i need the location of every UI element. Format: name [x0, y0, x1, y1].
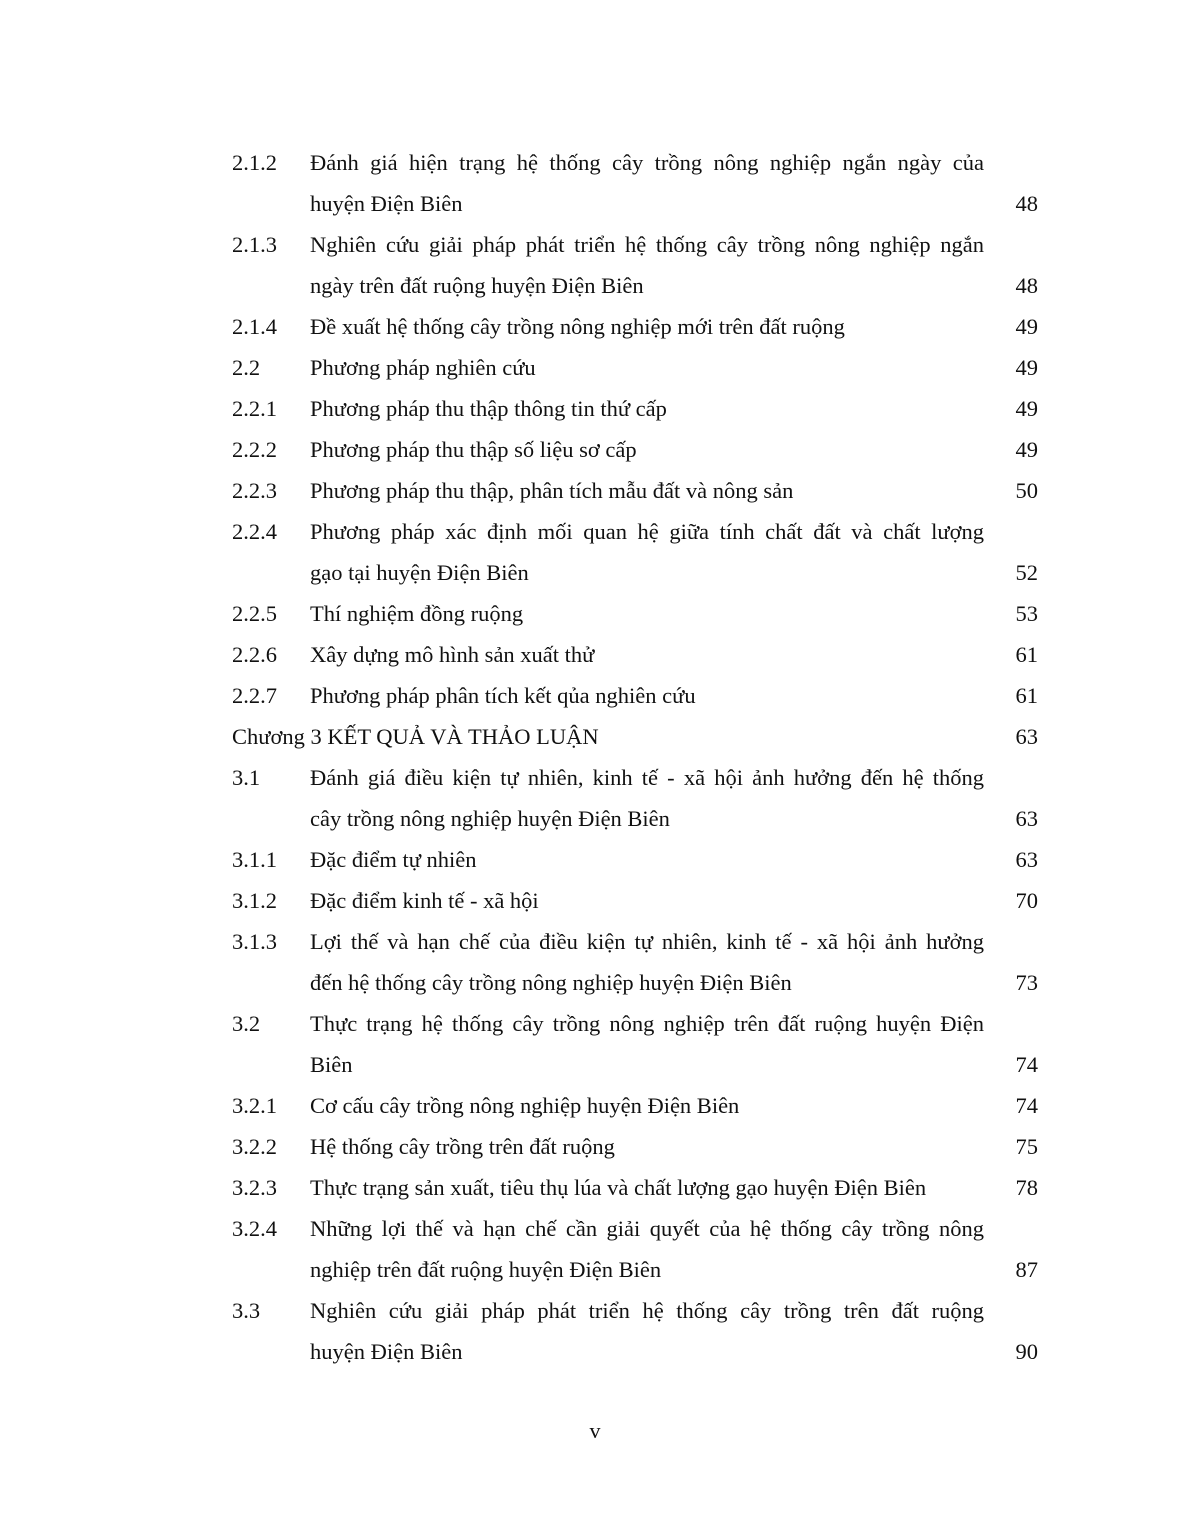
toc-page-number: 78	[1015, 1175, 1038, 1200]
toc-title-line: nghiệp trên đất ruộng huyện Điện Biên	[310, 1257, 662, 1282]
toc-section-title	[310, 224, 984, 306]
toc-title-line: Phương pháp thu thập số liệu sơ cấp	[310, 437, 637, 462]
toc-page-number: 49	[1015, 437, 1038, 462]
toc-page-number: 75	[1015, 1134, 1038, 1159]
toc-entry[interactable]	[232, 1003, 1038, 1085]
toc-title-line: đến hệ thống cây trồng nông nghiệp huyện Điện Biên	[310, 970, 792, 995]
toc-title-line: huyện Điện Biên	[310, 1339, 463, 1364]
toc-section-title	[310, 388, 984, 429]
toc-title-line: Đánh giá hiện trạng hệ thống cây trồng nông nghiệp ngắn ngày của	[310, 150, 984, 175]
toc-section-number: 2.2.3	[232, 478, 277, 503]
toc-section-title	[310, 511, 984, 593]
toc-section-number: 2.2.2	[232, 437, 277, 462]
toc-entry[interactable]	[232, 1126, 1038, 1167]
toc-section-number: 3.2	[232, 1011, 261, 1036]
toc-title-line: Phương pháp phân tích kết qủa nghiên cứu	[310, 683, 696, 708]
toc-entry[interactable]	[232, 347, 1038, 388]
toc-entry[interactable]	[232, 224, 1038, 306]
toc-title-line: Những lợi thế và hạn chế cần giải quyết của hệ thống cây trồng nông	[310, 1216, 984, 1241]
toc-entry[interactable]	[232, 1290, 1038, 1372]
toc-title-line: Xây dựng mô hình sản xuất thử	[310, 642, 595, 667]
toc-page-number: 50	[1015, 478, 1038, 503]
toc-entry[interactable]	[232, 142, 1038, 224]
toc-section-number: 2.2	[232, 355, 261, 380]
toc-section-number: 3.3	[232, 1298, 261, 1323]
toc-title-line: Phương pháp nghiên cứu	[310, 355, 536, 380]
toc-section-title	[310, 634, 984, 675]
toc-title-line: Nghiên cứu giải pháp phát triển hệ thống cây trồng trên đất ruộng	[310, 1298, 984, 1323]
toc-title-line: Thực trạng sản xuất, tiêu thụ lúa và chất lượng gạo huyện Điện Biên	[310, 1175, 927, 1200]
toc-page-number: 52	[1015, 560, 1038, 585]
toc-section-title	[310, 347, 984, 388]
toc-entry[interactable]	[232, 1085, 1038, 1126]
toc-entry[interactable]	[232, 470, 1038, 511]
toc-title-line: Biên	[310, 1052, 353, 1077]
toc-entry[interactable]	[232, 1167, 1038, 1208]
toc-title-line: huyện Điện Biên	[310, 191, 463, 216]
toc-section-number: 3.1.1	[232, 847, 277, 872]
toc-title-line: Đánh giá điều kiện tự nhiên, kinh tế - xã hội ảnh hưởng đến hệ thống	[310, 765, 984, 790]
toc-title-line: gạo tại huyện Điện Biên	[310, 560, 529, 585]
toc-section-number: 2.2.7	[232, 683, 277, 708]
toc-section-number: 3.2.2	[232, 1134, 277, 1159]
toc-title-line: Phương pháp thu thập thông tin thứ cấp	[310, 396, 667, 421]
toc-page-number: 74	[1015, 1052, 1038, 1077]
toc-page-number: 63	[1015, 847, 1038, 872]
toc-title-line: Phương pháp thu thập, phân tích mẫu đất và nông sản	[310, 478, 794, 503]
toc-section-number: 3.1.3	[232, 929, 277, 954]
page-number-footer: v	[589, 1418, 601, 1443]
toc-section-title	[310, 306, 984, 347]
toc-entry[interactable]	[232, 757, 1038, 839]
table-of-contents	[232, 142, 1038, 1372]
toc-chapter-heading[interactable]	[232, 716, 1038, 757]
toc-section-number: 3.1.2	[232, 888, 277, 913]
toc-section-title	[310, 675, 984, 716]
toc-section-number: 2.2.1	[232, 396, 277, 421]
toc-entry[interactable]	[232, 921, 1038, 1003]
toc-section-title	[310, 880, 984, 921]
toc-title-line: Cơ cấu cây trồng nông nghiệp huyện Điện Biên	[310, 1093, 740, 1118]
toc-chapter-title: Chương 3 KẾT QUẢ VÀ THẢO LUẬN	[232, 724, 599, 749]
toc-page-number: 61	[1015, 642, 1038, 667]
toc-title-line: Đề xuất hệ thống cây trồng nông nghiệp mới trên đất ruộng	[310, 314, 845, 339]
toc-entry[interactable]	[232, 388, 1038, 429]
toc-title-line: ngày trên đất ruộng huyện Điện Biên	[310, 273, 644, 298]
toc-section-title	[310, 1085, 984, 1126]
toc-page-number: 48	[1015, 273, 1038, 298]
toc-title-line: cây trồng nông nghiệp huyện Điện Biên	[310, 806, 670, 831]
toc-entry[interactable]	[232, 511, 1038, 593]
toc-page-number: 74	[1015, 1093, 1038, 1118]
toc-section-title	[310, 1126, 984, 1167]
toc-entry[interactable]	[232, 675, 1038, 716]
toc-page-number: 63	[1015, 806, 1038, 831]
toc-page-number: 70	[1015, 888, 1038, 913]
toc-title-line: Thí nghiệm đồng ruộng	[310, 601, 524, 626]
toc-section-number: 3.2.1	[232, 1093, 277, 1118]
toc-section-number: 2.1.2	[232, 150, 277, 175]
toc-section-title	[310, 921, 984, 1003]
toc-entry[interactable]	[232, 306, 1038, 347]
toc-page-number: 90	[1015, 1339, 1038, 1364]
toc-section-number: 3.1	[232, 765, 261, 790]
toc-section-title	[310, 1208, 984, 1290]
toc-page-number: 63	[1015, 724, 1038, 749]
toc-title-line: Lợi thế và hạn chế của điều kiện tự nhiên, kinh tế - xã hội ảnh hưởng	[310, 929, 984, 954]
toc-page-number: 49	[1015, 355, 1038, 380]
toc-section-number: 2.1.4	[232, 314, 277, 339]
toc-section-title	[310, 142, 984, 224]
toc-page-number: 87	[1015, 1257, 1038, 1282]
toc-page-number: 49	[1015, 396, 1038, 421]
toc-entry[interactable]	[232, 593, 1038, 634]
toc-section-number: 2.2.5	[232, 601, 277, 626]
toc-section-title	[310, 429, 984, 470]
toc-section-title	[310, 470, 984, 511]
toc-section-title	[310, 1003, 984, 1085]
toc-entry[interactable]	[232, 880, 1038, 921]
toc-entry[interactable]	[232, 429, 1038, 470]
toc-title-line: Đặc điểm kinh tế - xã hội	[310, 888, 539, 913]
toc-section-number: 2.2.4	[232, 519, 277, 544]
toc-title-line: Đặc điểm tự nhiên	[310, 847, 477, 872]
toc-entry[interactable]	[232, 839, 1038, 880]
toc-section-title	[310, 1167, 984, 1208]
toc-title-line: Thực trạng hệ thống cây trồng nông nghiệp trên đất ruộng huyện Điện	[310, 1011, 984, 1036]
toc-section-title	[310, 839, 984, 880]
toc-entry[interactable]	[232, 634, 1038, 675]
toc-page-number: 48	[1015, 191, 1038, 216]
toc-page-number: 49	[1015, 314, 1038, 339]
toc-section-number: 2.2.6	[232, 642, 277, 667]
toc-title-line: Phương pháp xác định mối quan hệ giữa tính chất đất và chất lượng	[310, 519, 984, 544]
toc-title-line: Nghiên cứu giải pháp phát triển hệ thống cây trồng nông nghiệp ngắn	[310, 232, 984, 257]
toc-section-title	[310, 1290, 984, 1372]
toc-title-line: Hệ thống cây trồng trên đất ruộng	[310, 1134, 615, 1159]
toc-section-title	[310, 593, 984, 634]
toc-page-number: 53	[1015, 601, 1038, 626]
toc-entry[interactable]	[232, 1208, 1038, 1290]
toc-section-number: 3.2.3	[232, 1175, 277, 1200]
toc-page-number: 61	[1015, 683, 1038, 708]
toc-page-number: 73	[1015, 970, 1038, 995]
toc-section-title	[310, 757, 984, 839]
toc-section-number: 2.1.3	[232, 232, 277, 257]
toc-section-number: 3.2.4	[232, 1216, 277, 1241]
